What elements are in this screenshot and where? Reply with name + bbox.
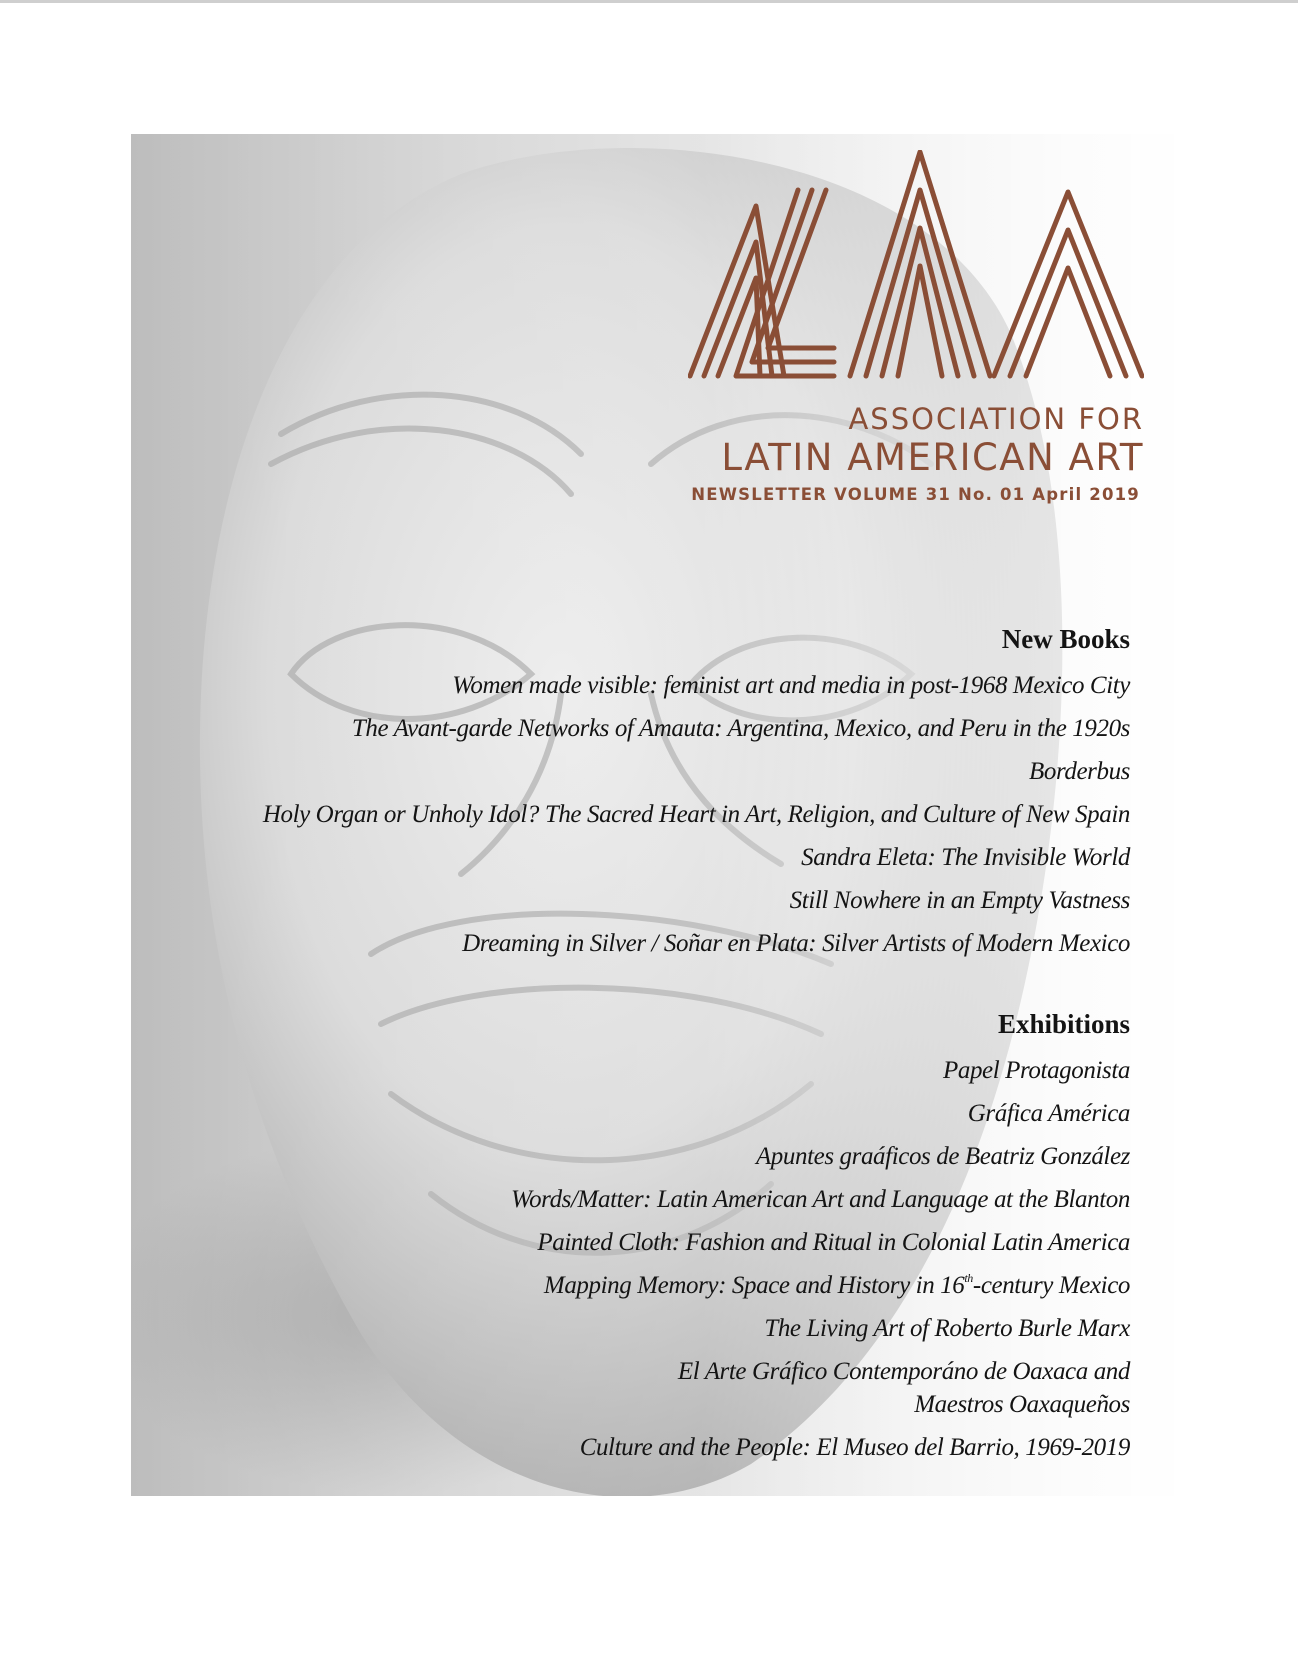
exhibition-title: Papel Protagonista (942, 1057, 1130, 1084)
book-title: The Avant-garde Networks of Amauta: Argentina, Mexico, and Peru in the 1920s (351, 715, 1130, 742)
book-title: Sandra Eleta: The Invisible World (801, 844, 1130, 871)
new-books-section (263, 622, 1130, 965)
exhibition-title: Painted Cloth: Fashion and Ritual in Colonial Latin America (537, 1229, 1130, 1256)
exhibition-title-part: -century Mexico (972, 1272, 1130, 1299)
exhibition-title: Apuntes graáficos de Beatriz González (755, 1143, 1130, 1170)
section-heading: New Books (1001, 624, 1130, 654)
book-title: Still Nowhere in an Empty Vastness (789, 887, 1130, 914)
newsletter-issue: NEWSLETTER VOLUME 31 No. 01 April 2019 (691, 485, 1140, 504)
section-heading: Exhibitions (997, 1009, 1130, 1039)
exhibitions-section (511, 1007, 1130, 1469)
book-title: Borderbus (1028, 758, 1130, 785)
exhibition-title-line: Maestros Oaxaqueños (914, 1391, 1130, 1418)
page-top-border (0, 0, 1298, 3)
exhibition-title (511, 1350, 1130, 1426)
alaa-logo-icon (688, 150, 1144, 386)
exhibition-title: The Living Art of Roberto Burle Marx (764, 1315, 1130, 1342)
org-name-line1: ASSOCIATION FOR (848, 402, 1144, 436)
book-title: Women made visible: feminist art and media in post-1968 Mexico City (452, 672, 1130, 699)
exhibition-title-line: El Arte Gráfico Contemporáno de Oaxaca and (677, 1358, 1130, 1385)
ordinal-suffix: th (964, 1271, 973, 1285)
org-name-line2: LATIN AMERICAN ART (721, 436, 1144, 479)
book-title: Dreaming in Silver / Soñar en Plata: Silver Artists of Modern Mexico (462, 930, 1130, 957)
exhibition-title-part: Mapping Memory: Space and History in 16 (543, 1272, 965, 1299)
exhibition-title: Gráfica América (967, 1100, 1130, 1127)
exhibition-title (511, 1264, 1130, 1307)
exhibition-title: Culture and the People: El Museo del Barrio, 1969-2019 (579, 1434, 1130, 1461)
book-title: Holy Organ or Unholy Idol? The Sacred Heart in Art, Religion, and Culture of New Spain (262, 801, 1130, 828)
exhibition-title: Words/Matter: Latin American Art and Language at the Blanton (510, 1186, 1130, 1213)
